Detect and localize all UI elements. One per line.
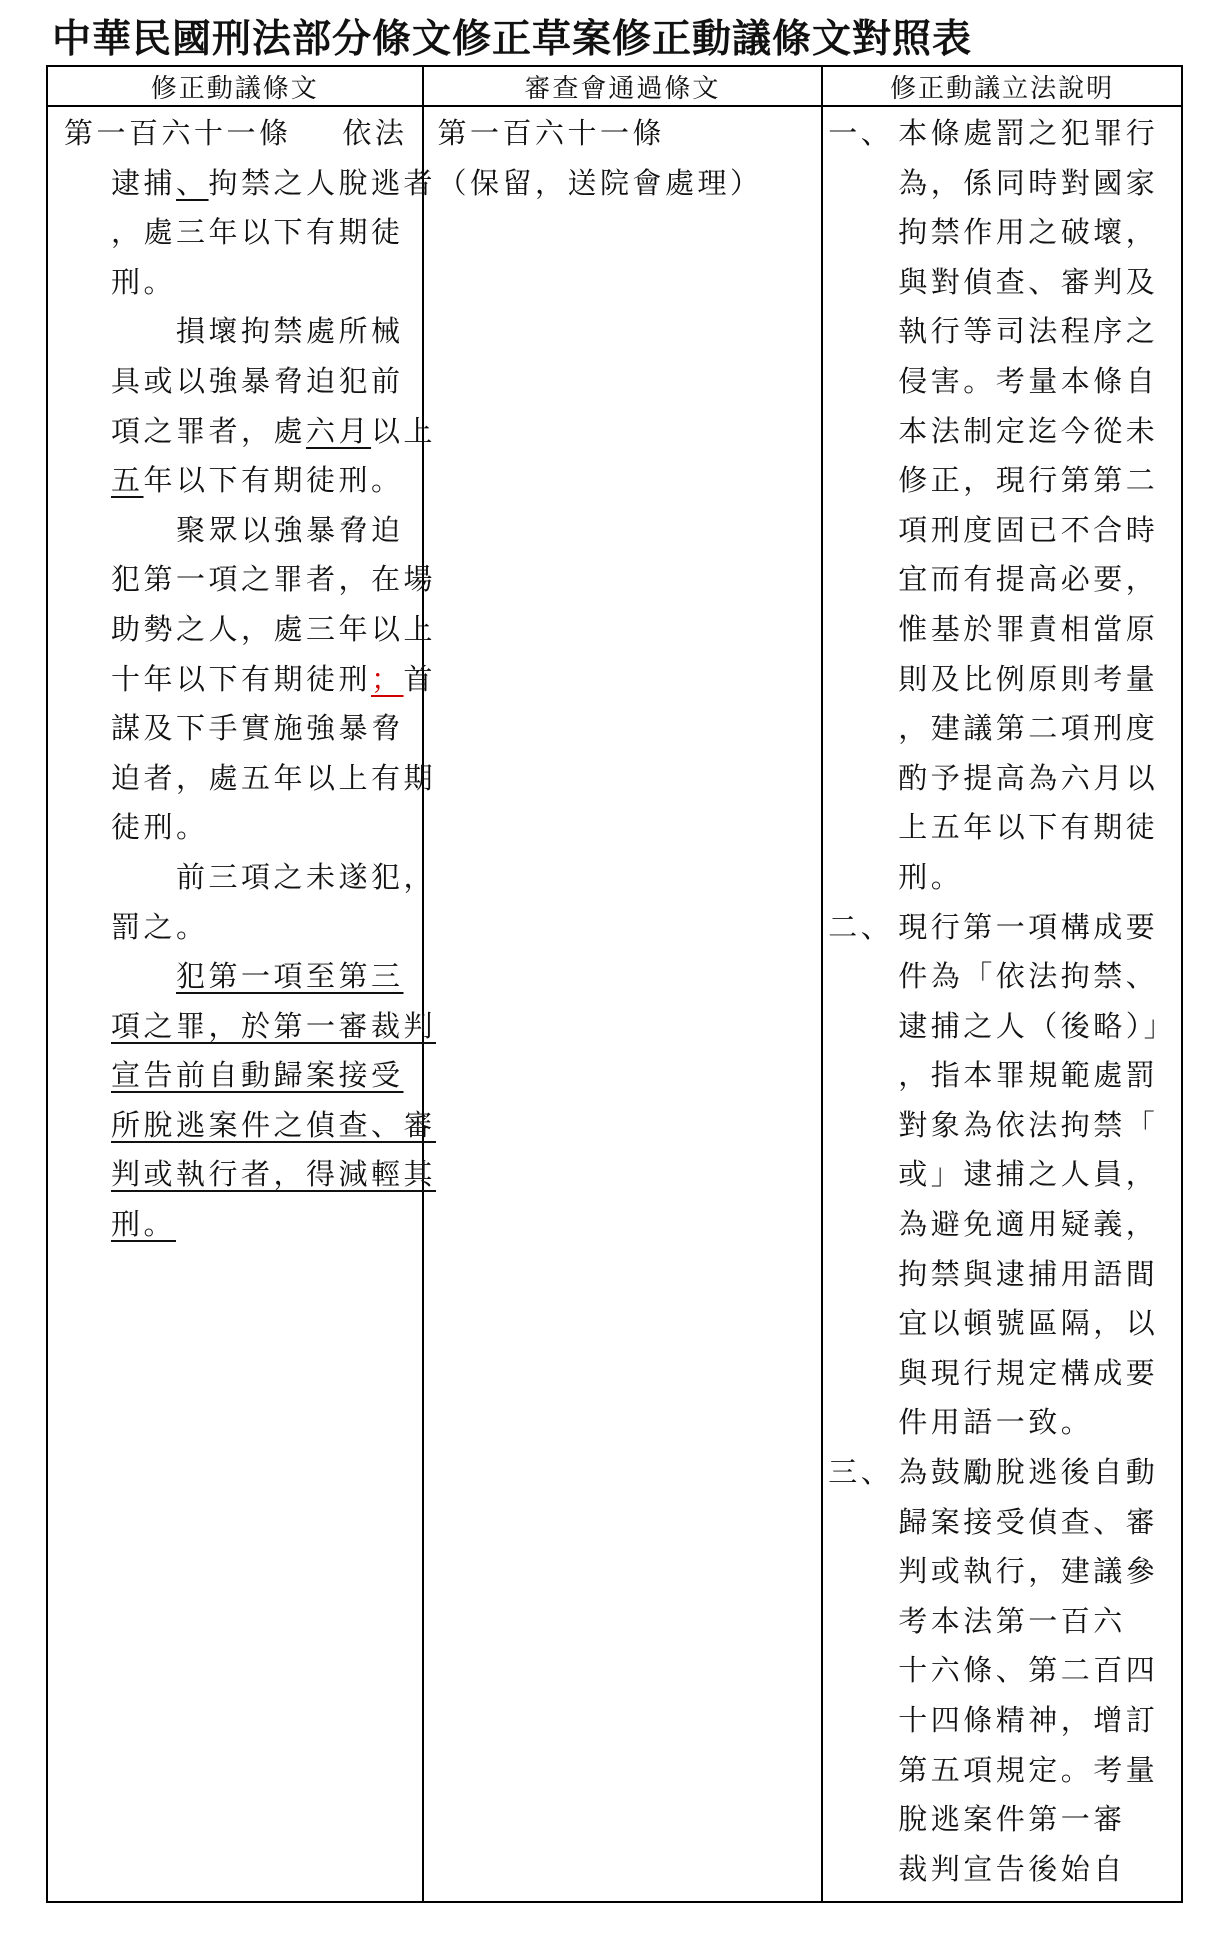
text-span: 裁判宣告後始自 <box>898 1851 1126 1886</box>
text-line <box>898 1795 1181 1845</box>
text-span: 宜而有提高必要， <box>898 562 1159 597</box>
underlined-text: 五 <box>111 463 144 498</box>
text-span: 上五年以下有期徒 <box>898 810 1159 845</box>
text-line <box>898 456 1181 506</box>
text-line <box>898 1398 1181 1448</box>
underlined-text: 六月 <box>306 413 372 448</box>
text-line <box>898 258 1181 308</box>
text-line <box>828 1448 1181 1498</box>
text-line <box>898 655 1181 705</box>
text-span: 與現行規定構成要 <box>898 1355 1159 1390</box>
header-explanation: 修正動議立法說明 <box>822 66 1182 106</box>
text-span: 年以下有期徒刑。 <box>143 463 404 498</box>
text-line <box>898 1101 1181 1151</box>
text-line <box>898 605 1181 655</box>
text-span: 以上 <box>371 413 437 448</box>
text-line <box>898 803 1181 853</box>
text-span: 項之罪者，處 <box>111 413 307 448</box>
text-line <box>64 1002 437 1052</box>
text-span: 十年以下有期徒刑 <box>111 661 372 696</box>
text-line <box>898 407 1181 457</box>
text-span: 刑。 <box>898 859 964 894</box>
text-line <box>64 1051 412 1101</box>
text-line <box>898 1349 1181 1399</box>
text-span: 判或執行，建議參 <box>898 1554 1159 1589</box>
text-span: 為，係同時對國家 <box>898 165 1159 200</box>
text-line <box>898 1200 1181 1250</box>
item-number: 三、 <box>828 1455 894 1490</box>
text-span: ，建議第二項刑度 <box>898 711 1159 746</box>
text-span: 第五項規定。考量 <box>898 1752 1159 1787</box>
underlined-text: 、 <box>176 165 209 200</box>
text-line <box>828 109 1181 159</box>
text-line <box>898 1845 1181 1895</box>
text-line <box>898 307 1181 357</box>
article-number: 第一百六十一條 <box>64 116 292 150</box>
text-span: 脫逃案件第一審 <box>898 1802 1126 1837</box>
text-span: 十六條、第二百四 <box>898 1653 1159 1688</box>
text-span: 現行第一項構成要 <box>898 909 1159 944</box>
text-line <box>898 853 1181 903</box>
text-line <box>64 109 412 159</box>
explanation-item <box>823 1448 1181 1894</box>
table-header-row <box>47 66 1182 106</box>
text-line <box>898 1696 1181 1746</box>
text-line <box>898 1746 1181 1796</box>
text-span: 宜以頓號區隔，以 <box>898 1306 1159 1341</box>
text-span: 件用語一致。 <box>898 1405 1094 1440</box>
text-line <box>898 1597 1181 1647</box>
text-line <box>898 1646 1181 1696</box>
text-span: 為鼓勵脫逃後自動 <box>898 1455 1159 1490</box>
text-span: 十四條精神，增訂 <box>898 1703 1159 1737</box>
text-line: 謀及下手實施強暴脅 <box>111 711 404 746</box>
table-row <box>47 106 1182 1902</box>
text-line <box>898 1547 1181 1597</box>
text-line <box>898 754 1181 804</box>
text-span: 為避免適用疑義， <box>898 1207 1159 1242</box>
text-line <box>898 704 1181 754</box>
text-line: 迫者，處五年以上有期 <box>111 760 437 795</box>
text-span: 或」逮捕之人員， <box>898 1157 1159 1192</box>
text-span: 酌予提高為六月以 <box>898 760 1159 795</box>
text-span: 首 <box>403 661 437 696</box>
underlined-text: 宣告前自動歸案接受 <box>111 1058 404 1093</box>
text-line <box>898 952 1181 1002</box>
text-span: 拘禁與逮捕用語間 <box>898 1256 1159 1291</box>
text-line <box>898 1250 1181 1300</box>
text-line <box>64 1200 412 1250</box>
text-line <box>64 655 437 705</box>
text-line <box>64 952 412 1002</box>
text-line <box>64 159 437 209</box>
text-span: 拘禁之人脫逃者 <box>208 165 437 200</box>
underlined-text: 判或執行者，得減輕其 <box>111 1157 437 1192</box>
text-line: ，處三年以下有期徒 <box>111 215 404 250</box>
text-line <box>64 1101 437 1151</box>
text-span: 本法制定迄今從未 <box>898 413 1159 448</box>
comparison-table <box>46 65 1183 1903</box>
text-span: 侵害。考量本條自 <box>898 363 1159 398</box>
text-span: 對象為依法拘禁「 <box>898 1107 1159 1142</box>
text-line: 損壞拘禁處所械 <box>176 314 404 349</box>
text-line <box>898 1299 1181 1349</box>
underlined-text: 犯第一項至第三 <box>176 959 404 994</box>
text-span: ，指本罪規範處罰 <box>898 1058 1159 1093</box>
header-amendment-text: 修正動議條文 <box>47 66 423 106</box>
text-span: 依法 <box>342 116 408 150</box>
text-span: 逮捕 <box>111 165 177 200</box>
item-number: 二、 <box>828 909 894 944</box>
text-span: 歸案接受偵查、審 <box>898 1504 1159 1539</box>
explanation-item <box>823 903 1181 1449</box>
text-line: 聚眾以強暴脅迫 <box>176 512 404 547</box>
text-span: 與對偵查、審判及 <box>898 264 1159 299</box>
text-line <box>898 1051 1181 1101</box>
text-span: 逮捕之人（後略）」 <box>898 1008 1177 1043</box>
text-span: 件為「依法拘禁、 <box>898 959 1159 994</box>
text-line: 刑。 <box>111 264 177 299</box>
text-line <box>898 159 1181 209</box>
text-span: 執行等司法程序之 <box>898 314 1159 349</box>
text-line: 罰之。 <box>111 909 209 944</box>
text-span: 項刑度固已不合時 <box>898 512 1159 547</box>
text-line: 助勢之人，處三年以上 <box>111 611 437 646</box>
text-line <box>898 506 1181 556</box>
article-number: 第一百六十一條 <box>437 116 666 150</box>
committee-article-cell <box>423 106 823 1902</box>
explanation-list <box>823 107 1181 1894</box>
underlined-text: 刑。 <box>111 1207 177 1242</box>
text-line <box>828 903 1181 953</box>
text-line <box>64 1150 437 1200</box>
text-span: 考本法第一百六 <box>898 1603 1126 1638</box>
text-span: 拘禁作用之破壞， <box>898 215 1159 250</box>
text-line <box>898 1002 1181 1052</box>
underlined-red-text: ； <box>371 661 404 696</box>
text-line <box>898 555 1181 605</box>
reservation-note: （保留，送院會處理） <box>437 165 763 200</box>
page-title: 中華民國刑法部分條文修正草案修正動議條文對照表 <box>52 17 973 62</box>
text-line <box>898 1498 1181 1548</box>
underlined-text: 所脫逃案件之偵查、審 <box>111 1107 437 1142</box>
text-line: 前三項之未遂犯， <box>176 859 437 894</box>
text-span: 修正，現行第第二 <box>898 463 1159 498</box>
text-line <box>898 208 1181 258</box>
text-line: 徒刑。 <box>111 810 209 845</box>
header-committee-text: 審查會通過條文 <box>423 66 823 106</box>
underlined-text: 項之罪，於第一審裁判 <box>111 1008 437 1043</box>
text-span: 惟基於罪責相當原 <box>898 611 1159 646</box>
text-span: 本條處罰之犯罪行 <box>898 116 1159 150</box>
text-line: 具或以強暴脅迫犯前 <box>111 363 404 398</box>
text-line <box>898 1150 1181 1200</box>
text-line <box>898 357 1181 407</box>
text-line <box>64 407 437 457</box>
text-span: 則及比例原則考量 <box>898 661 1159 696</box>
explanation-item <box>823 109 1181 903</box>
explanation-cell <box>822 106 1182 1902</box>
amendment-article-cell <box>47 106 437 1902</box>
text-line: 犯第一項之罪者，在場 <box>111 562 437 597</box>
item-number: 一、 <box>828 116 894 150</box>
text-line <box>64 456 412 506</box>
